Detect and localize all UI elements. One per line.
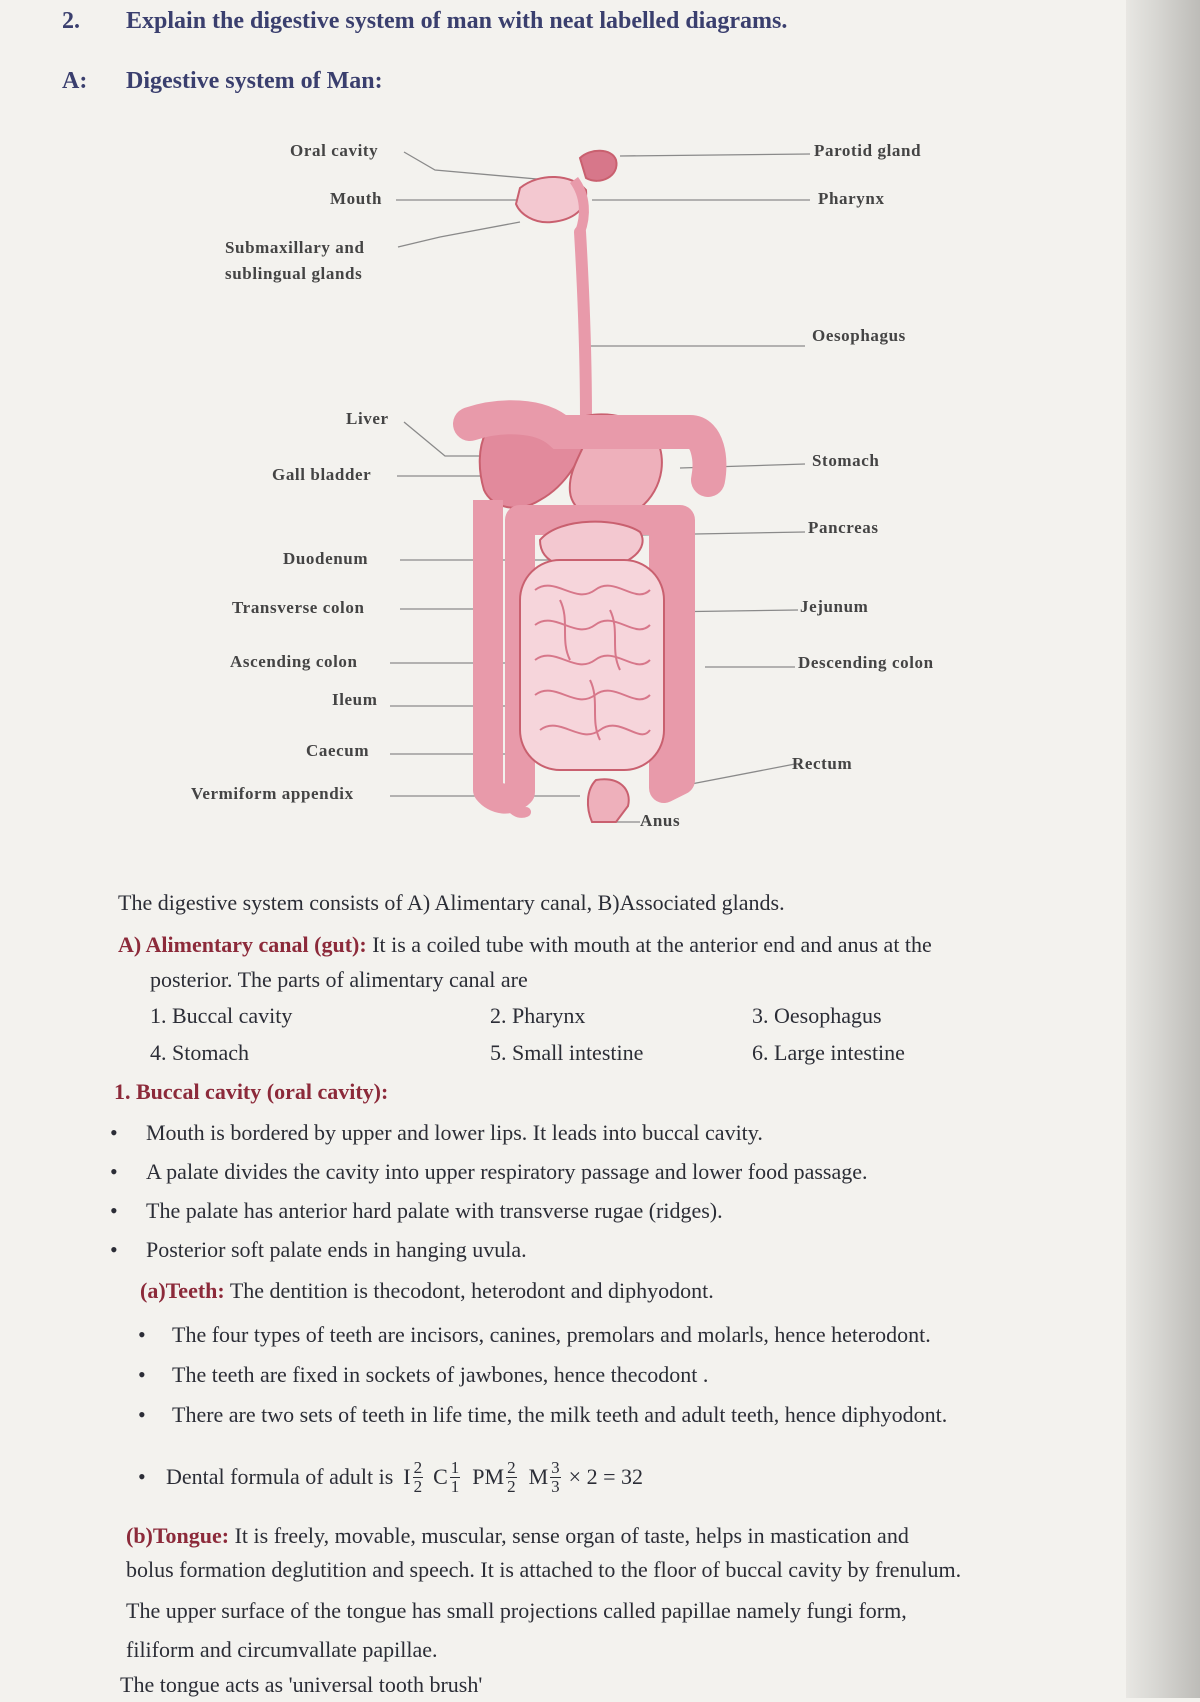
label-mouth: Mouth: [330, 189, 383, 208]
molar-lower: 3: [551, 1476, 560, 1496]
digestive-system-diagram: [0, 0, 1120, 850]
label-stomach: Stomach: [812, 451, 880, 470]
label-submaxillary-line1: Submaxillary and: [225, 238, 365, 257]
canine-upper: 1: [450, 1457, 460, 1477]
teeth-heading: (a)Teeth:: [140, 1278, 225, 1303]
label-vermiform-appendix: Vermiform appendix: [191, 784, 354, 803]
alimentary-heading: A) Alimentary canal (gut):: [118, 932, 367, 957]
part-1: 1. Buccal cavity: [150, 1003, 293, 1028]
bullet-dot: •: [110, 1237, 118, 1262]
label-ileum: Ileum: [332, 690, 378, 709]
label-descending-colon: Descending colon: [798, 653, 934, 672]
oesophagus-tube: [580, 232, 586, 420]
incisor-lower: 2: [413, 1476, 423, 1496]
tongue-paragraph: [126, 1519, 909, 1553]
label-ascending-colon: Ascending colon: [230, 652, 358, 671]
bullet-dot: •: [110, 1159, 118, 1184]
teeth-bullet-1: The four types of teeth are incisors, canines, premolars and molarls, hence heterodont.: [172, 1322, 931, 1347]
label-submaxillary-line2: sublingual glands: [225, 264, 363, 283]
label-transverse-colon: Transverse colon: [232, 598, 365, 617]
incisor-upper: 2: [413, 1457, 423, 1477]
molar-fraction: [550, 1459, 561, 1496]
teeth-text: The dentition is thecodont, heterodont and diphyodont.: [224, 1278, 714, 1303]
rectum: [588, 779, 629, 822]
teeth-bullet-2: The teeth are fixed in sockets of jawbones, hence thecodont .: [172, 1362, 709, 1387]
tongue-text-4: filiform and circumvallate papillae.: [126, 1637, 438, 1662]
buccal-bullet-4: Posterior soft palate ends in hanging uvula.: [146, 1237, 527, 1262]
teeth-bullet-3: There are two sets of teeth in life time, the milk teeth and adult teeth, hence diphyodont.: [172, 1402, 948, 1427]
answer-marker: A:: [62, 68, 88, 94]
alimentary-paragraph: [118, 928, 932, 962]
part-4: 4. Stomach: [150, 1040, 249, 1065]
tongue-text-5: The tongue acts as 'universal tooth brush': [120, 1672, 483, 1697]
premolar-fraction: [506, 1459, 517, 1496]
alimentary-text-1: It is a coiled tube with mouth at the anterior end and anus at the: [372, 932, 932, 957]
tongue-text-1: It is freely, movable, muscular, sense organ of taste, helps in mastication and: [229, 1523, 909, 1548]
dental-formula: [166, 1444, 643, 1510]
label-caecum: Caecum: [306, 741, 370, 760]
dental-formula-prefix: Dental formula of adult is: [166, 1464, 394, 1489]
tongue-text-2: bolus formation deglutition and speech. It is attached to the floor of buccal cavity by frenulum.: [126, 1557, 962, 1582]
buccal-bullet-2: A palate divides the cavity into upper respiratory passage and lower food passage.: [146, 1159, 868, 1184]
label-oral-cavity: Oral cavity: [290, 141, 379, 160]
label-pharynx: Pharynx: [818, 189, 885, 208]
canine-fraction: [450, 1459, 461, 1496]
scan-page-edge: [1126, 0, 1200, 1698]
intro-sentence: The digestive system consists of A) Alimentary canal, B)Associated glands.: [118, 890, 785, 915]
tongue-text-3: The upper surface of the tongue has small projections called papillae namely fungi form,: [126, 1598, 907, 1623]
premolar-lower: 2: [507, 1476, 516, 1496]
parotid-gland: [580, 151, 617, 181]
premolar-upper: 2: [507, 1457, 516, 1477]
bullet-dot: •: [110, 1120, 118, 1145]
label-anus: Anus: [640, 811, 681, 830]
organs: [470, 151, 709, 822]
label-duodenum: Duodenum: [283, 549, 369, 568]
part-5: 5. Small intestine: [490, 1040, 644, 1065]
buccal-bullet-1: Mouth is bordered by upper and lower lips. It leads into buccal cavity.: [146, 1120, 763, 1145]
bullet-dot: •: [138, 1402, 146, 1427]
answer-title: Digestive system of Man:: [126, 68, 383, 94]
formula-suffix: × 2 = 32: [568, 1464, 643, 1489]
alimentary-text-2: posterior. The parts of alimentary canal are: [150, 967, 528, 992]
formula-premolar: PM: [472, 1464, 505, 1489]
part-3: 3. Oesophagus: [752, 1003, 882, 1028]
bullet-dot: •: [138, 1362, 146, 1387]
label-parotid-gland: Parotid gland: [814, 141, 922, 160]
label-pancreas: Pancreas: [808, 518, 879, 537]
label-jejunum: Jejunum: [800, 597, 869, 616]
bullet-dot: •: [138, 1464, 146, 1489]
formula-incisor: I: [403, 1464, 411, 1489]
question-text: Explain the digestive system of man with neat labelled diagrams.: [126, 8, 788, 34]
bullet-dot: •: [138, 1322, 146, 1347]
question-number: 2.: [62, 8, 80, 34]
incisor-fraction: [413, 1459, 424, 1496]
label-liver: Liver: [346, 409, 389, 428]
buccal-heading: 1. Buccal cavity (oral cavity):: [114, 1079, 389, 1104]
teeth-paragraph: [140, 1274, 714, 1308]
buccal-bullet-3: The palate has anterior hard palate with transverse rugae (ridges).: [146, 1198, 723, 1223]
canine-lower: 1: [450, 1476, 460, 1496]
formula-canine: C: [433, 1464, 448, 1489]
molar-upper: 3: [551, 1457, 560, 1477]
formula-molar: M: [528, 1464, 549, 1489]
part-2: 2. Pharynx: [490, 1003, 586, 1028]
part-6: 6. Large intestine: [752, 1040, 905, 1065]
label-rectum: Rectum: [792, 754, 853, 773]
bullet-dot: •: [110, 1198, 118, 1223]
label-gall-bladder: Gall bladder: [272, 465, 372, 484]
label-oesophagus: Oesophagus: [812, 326, 906, 345]
tongue-heading: (b)Tongue:: [126, 1523, 230, 1548]
